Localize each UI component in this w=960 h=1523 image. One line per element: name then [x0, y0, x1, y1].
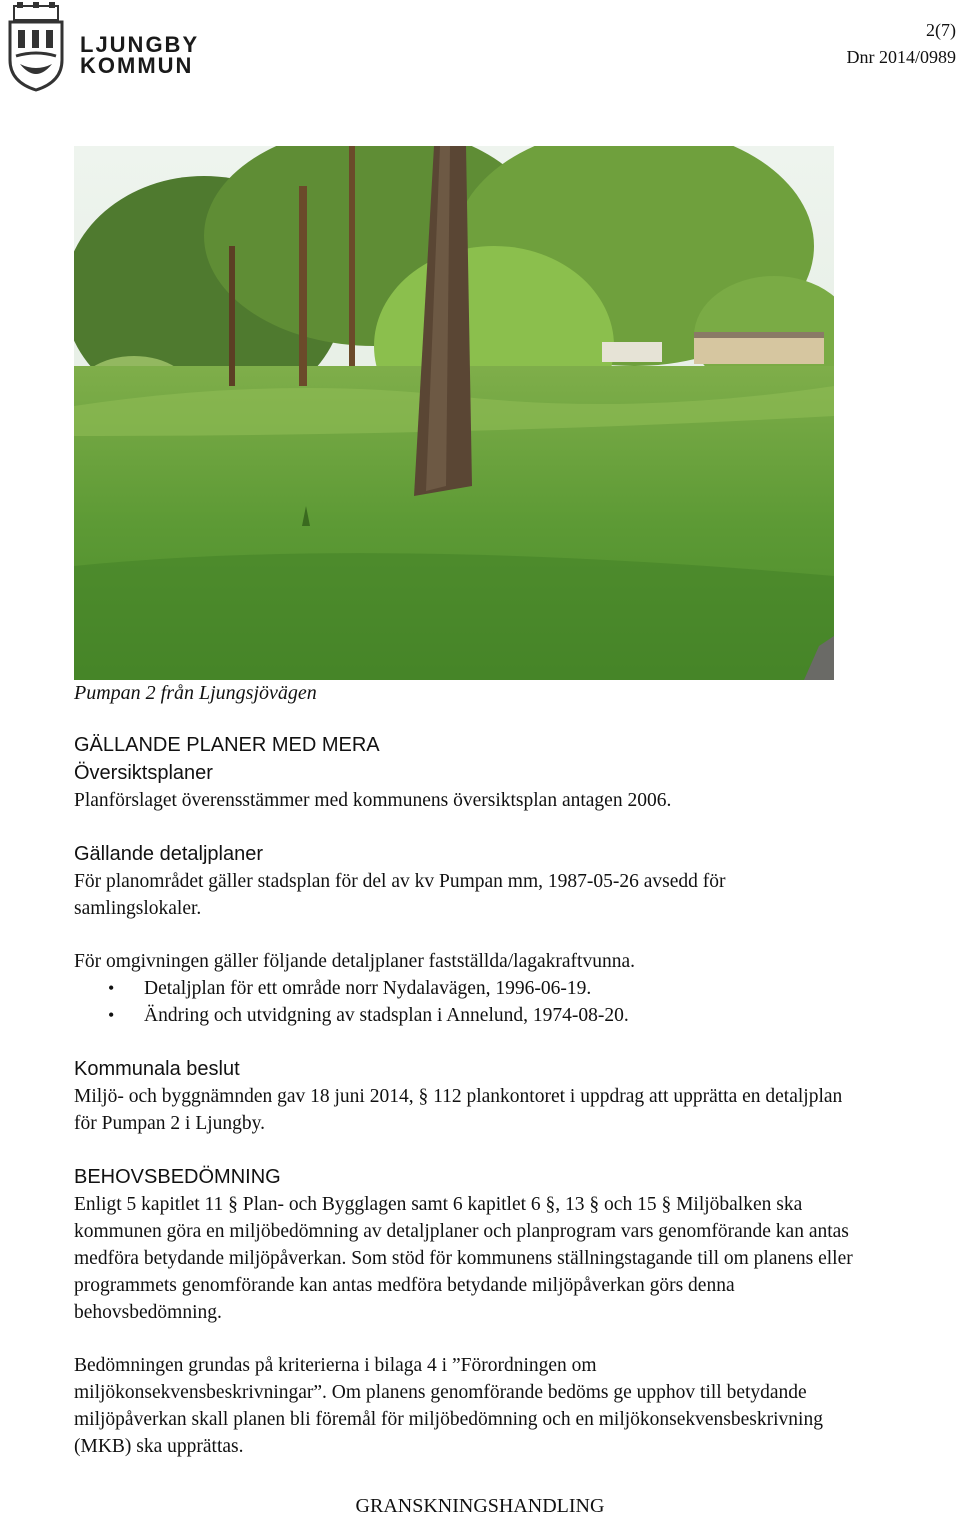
list-item: • Ändring och utvidgning av stadsplan i Annelund, 1974-08-20. — [74, 1002, 854, 1029]
paragraph-oversiktsplan: Planförslaget överensstämmer med kommunens översiktsplan antagen 2006. — [74, 790, 672, 811]
paragraph-omgivning: För omgivningen gäller följande detaljplaner fastställda/lagakraftvunna. — [74, 951, 635, 972]
list-item: • Detaljplan för ett område norr Nydalavägen, 1996-06-19. — [74, 975, 854, 1002]
document-status-footer: GRANSKNINGSHANDLING — [355, 1495, 605, 1517]
municipality-logo — [6, 2, 200, 92]
section-heading-gallande-planer: GÄLLANDE PLANER MED MERA — [74, 734, 380, 756]
subheading-kommunala-beslut: Kommunala beslut — [74, 1058, 240, 1080]
document-body — [74, 731, 854, 1460]
paragraph-bedomningen: Bedömningen grundas på kriterierna i bilaga 4 i ”Förordningen om miljökonsekvensbeskrivningar”. Om planens genomförande bedöms ge upphov till betydande miljöpåverkan skall planen bli föremål för miljöbedömning och en miljökonsekvensbeskrivning (MKB) ska upprättas. — [74, 1355, 823, 1457]
logo-text-ljungby: LJUNGBY — [80, 32, 200, 57]
coat-of-arms-icon — [6, 2, 66, 92]
document-number: Dnr 2014/0989 — [846, 47, 956, 67]
paragraph-behovsbedomning: Enligt 5 kapitlet 11 § Plan- och Bygglagen samt 6 kapitlet 6 §, 13 § och 15 § Miljöbalken ska kommunen göra en miljöbedömning av detaljplaner och planprogram vars genomförande kan antas medföra betydande miljöpåverkan. Som stöd för kommunens ställningstagande till om planens eller programmets genomförande kan antas medföra betydande miljöpåverkan görs denna behovsbedömning. — [74, 1194, 853, 1323]
paragraph-beslut: Miljö- och byggnämnden gav 18 juni 2014, § 112 plankontoret i uppdrag att upprätta en detaljplan för Pumpan 2 i Ljungby. — [74, 1086, 843, 1134]
logo-text-kommun: KOMMUN — [80, 53, 194, 78]
photo-caption: Pumpan 2 från Ljungsjövägen — [74, 682, 317, 704]
page-number: 2(7) — [926, 20, 956, 40]
detaljplan-list — [74, 975, 854, 1029]
site-photo — [74, 146, 834, 680]
paragraph-detaljplaner: För planområdet gäller stadsplan för del av kv Pumpan mm, 1987-05-26 avsedd för samlingslokaler. — [74, 871, 726, 919]
subheading-oversiktsplaner: Översiktsplaner — [74, 762, 213, 784]
subheading-gallande-detaljplaner: Gällande detaljplaner — [74, 843, 264, 865]
subheading-behovsbedomning: BEHOVSBEDÖMNING — [74, 1166, 281, 1188]
